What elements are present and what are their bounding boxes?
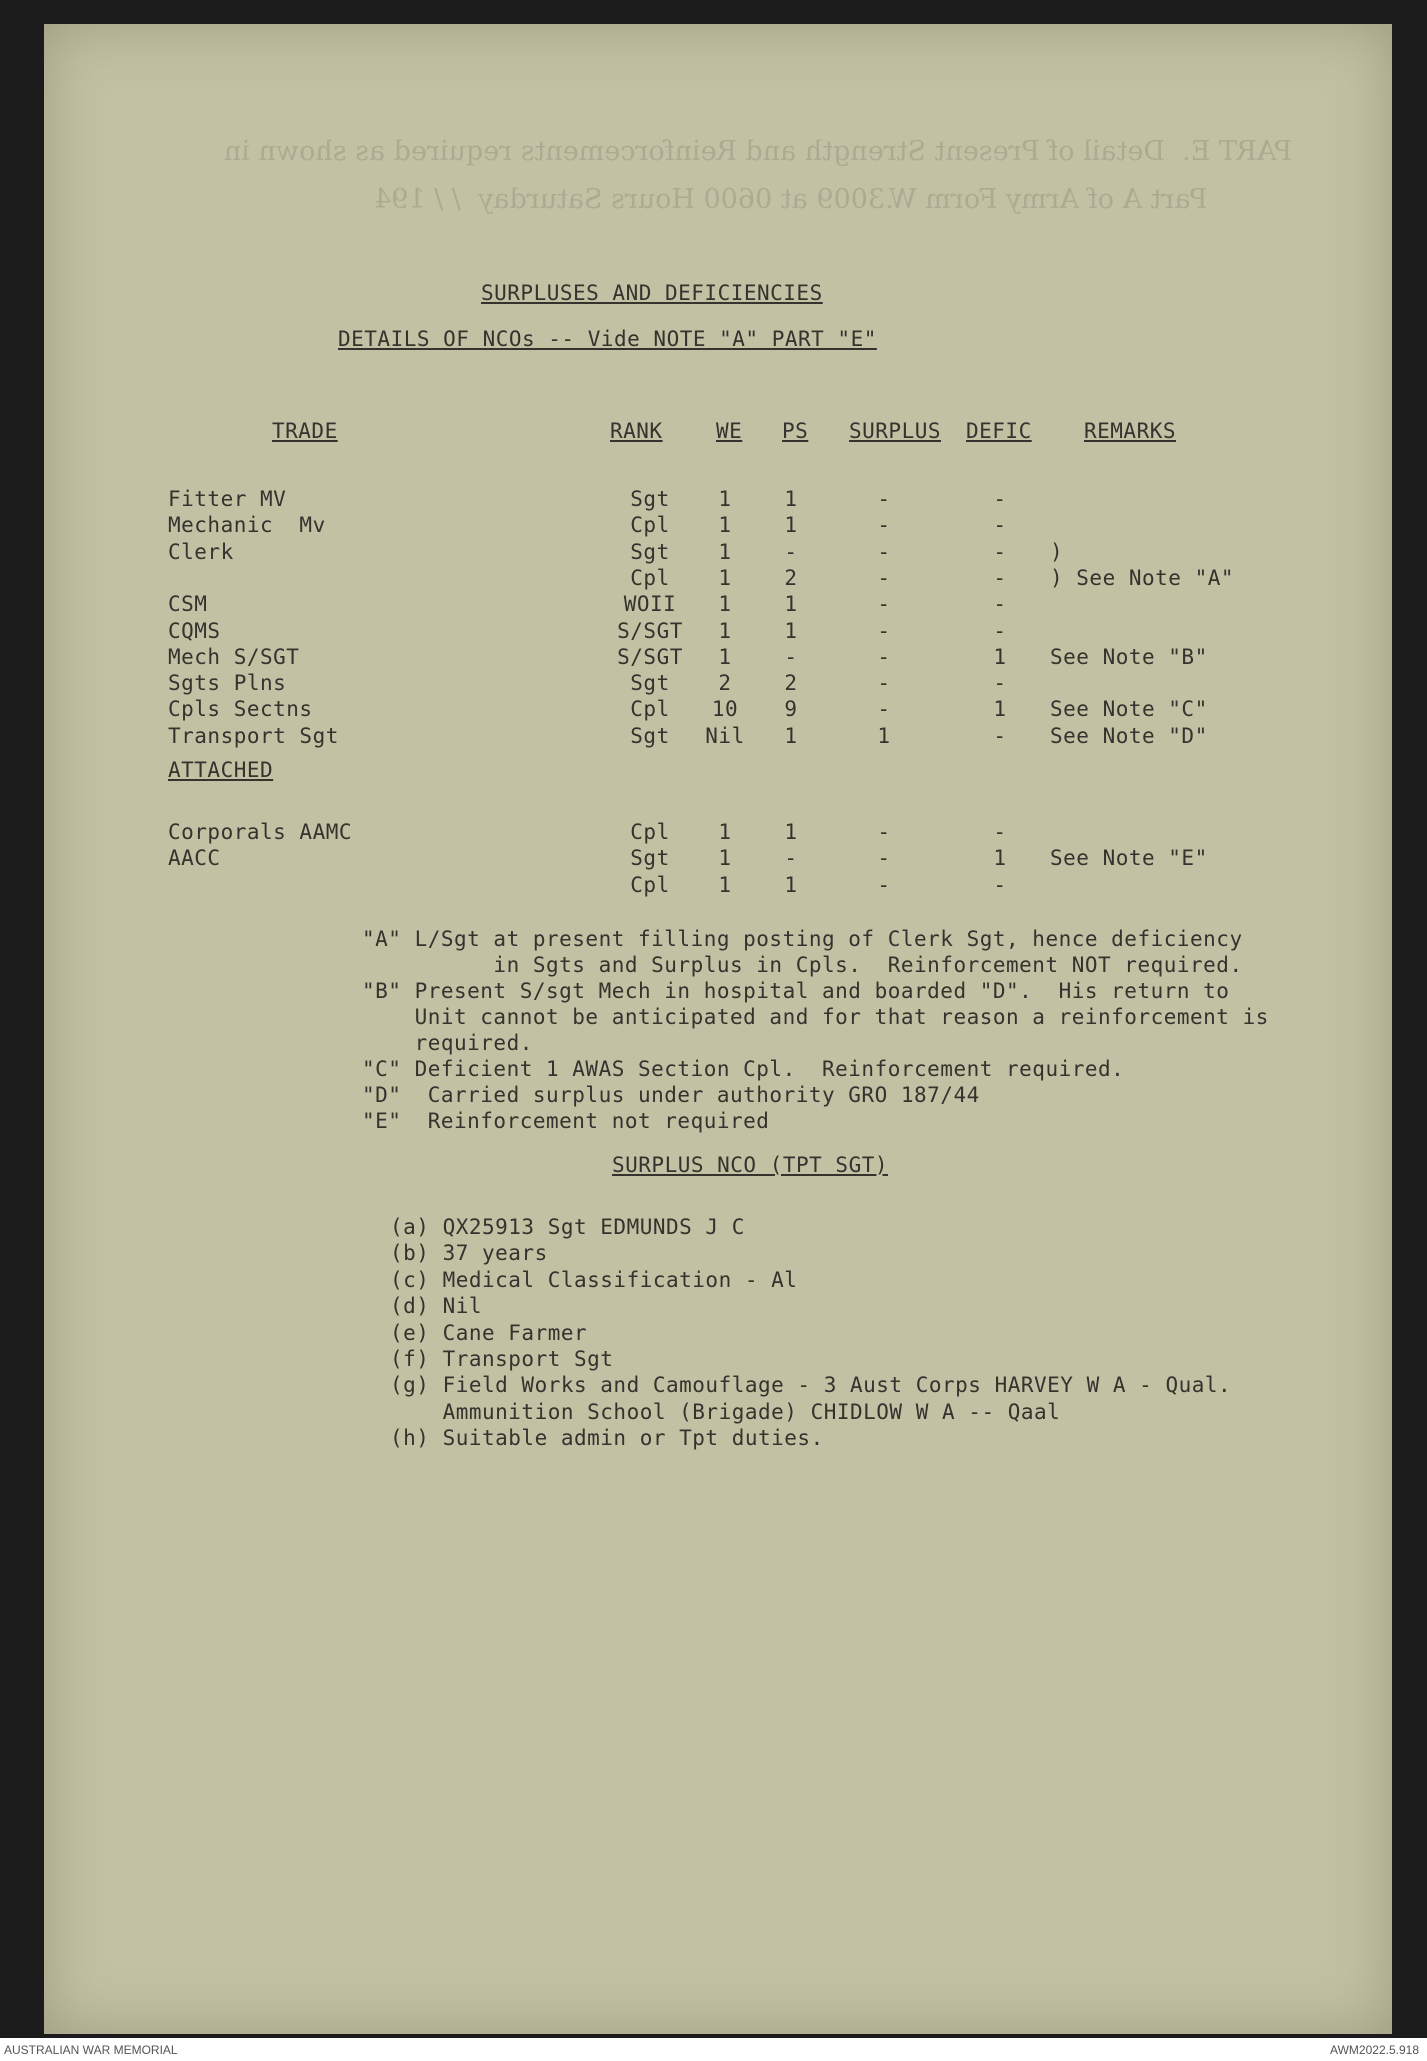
- ncos-cell-we: 1: [718, 513, 732, 538]
- ncos-cell-defic: -: [993, 723, 1007, 748]
- ncos-cell-we: 1: [718, 644, 732, 669]
- attached-cell-ps: -: [784, 846, 798, 871]
- ncos-cell-trade: CSM: [168, 592, 208, 617]
- ncos-cell-ps: 1: [784, 723, 798, 748]
- document-subheading: DETAILS OF NCOs -- Vide NOTE "A" PART "E": [338, 327, 877, 351]
- ncos-cell-defic: -: [993, 671, 1007, 696]
- ncos-cell-ps: -: [784, 539, 798, 564]
- note-line: "A" L/Sgt at present filling posting of Clerk Sgt, hence deficiency: [362, 927, 1243, 951]
- ncos-cell-we: 1: [718, 565, 732, 590]
- ncos-cell-rank: Sgt: [630, 487, 670, 511]
- surplus-item: (d) Nil: [390, 1294, 483, 1319]
- footer-bar: [0, 2038, 1427, 2061]
- ncos-cell-we: 1: [718, 618, 732, 643]
- ncos-cell-defic: -: [993, 513, 1007, 538]
- note-line: Unit cannot be anticipated and for that reason a reinforcement is: [362, 1005, 1269, 1029]
- col-header-surplus: SURPLUS: [849, 419, 942, 443]
- ncos-cell-remarks: See Note "C": [1050, 697, 1208, 722]
- col-header-ps: PS: [782, 419, 809, 443]
- ncos-cell-trade: Transport Sgt: [168, 723, 339, 748]
- ncos-cell-rank: Cpl: [630, 513, 670, 538]
- footer-left: AUSTRALIAN WAR MEMORIAL: [4, 2043, 178, 2057]
- attached-cell-defic: 1: [993, 846, 1007, 871]
- surplus-item: (c) Medical Classification - Al: [390, 1267, 798, 1292]
- ncos-cell-ps: -: [784, 644, 798, 669]
- attached-cell-trade: Corporals AAMC: [168, 820, 353, 844]
- ncos-cell-ps: 1: [784, 592, 798, 617]
- ncos-cell-ps: 1: [784, 618, 798, 643]
- note-line: "B" Present S/sgt Mech in hospital and boarded "D". His return to: [362, 979, 1230, 1003]
- ncos-cell-ps: 2: [784, 671, 798, 696]
- attached-cell-remarks: See Note "E": [1050, 846, 1208, 871]
- surplus-item: (a) QX25913 Sgt EDMUNDS J C: [390, 1215, 745, 1239]
- ncos-cell-defic: -: [993, 539, 1007, 564]
- surplus-heading: SURPLUS NCO (TPT SGT): [612, 1153, 889, 1177]
- ncos-cell-ps: 1: [784, 513, 798, 538]
- ncos-cell-remarks: ): [1050, 539, 1064, 564]
- ncos-cell-remarks: See Note "B": [1050, 644, 1208, 669]
- ncos-cell-defic: -: [993, 618, 1007, 643]
- ncos-cell-rank: Sgt: [630, 671, 670, 696]
- show-through-line-2: Part A of Army Form W.3009 at 0600 Hours Saturday / / 194: [374, 184, 1208, 215]
- note-line: "E" Reinforcement not required: [362, 1109, 770, 1133]
- note-line: in Sgts and Surplus in Cpls. Reinforcement NOT required.: [362, 953, 1243, 977]
- col-header-remarks: REMARKS: [1084, 419, 1177, 443]
- ncos-cell-rank: Sgt: [630, 539, 670, 564]
- ncos-cell-defic: -: [993, 487, 1007, 511]
- ncos-cell-rank: WOII: [623, 592, 677, 617]
- attached-cell-defic: -: [993, 872, 1007, 897]
- col-header-defic: DEFIC: [966, 419, 1032, 443]
- ncos-cell-we: 2: [718, 671, 732, 696]
- footer-right: AWM2022.5.918: [1330, 2043, 1419, 2057]
- attached-cell-ps: 1: [784, 872, 798, 897]
- attached-cell-defic: -: [993, 820, 1007, 844]
- ncos-cell-surplus: -: [877, 539, 891, 564]
- ncos-cell-surplus: -: [877, 565, 891, 590]
- ncos-cell-we: 1: [718, 539, 732, 564]
- ncos-cell-defic: 1: [993, 644, 1007, 669]
- ncos-cell-trade: Clerk: [168, 539, 234, 564]
- ncos-cell-ps: 1: [784, 487, 798, 511]
- ncos-cell-trade: Sgts Plns: [168, 671, 287, 696]
- ncos-cell-we: 10: [711, 697, 739, 722]
- attached-cell-rank: Cpl: [630, 872, 670, 897]
- note-line: "D" Carried surplus under authority GRO 187/44: [362, 1083, 980, 1107]
- attached-cell-we: 1: [718, 846, 732, 871]
- surplus-item: (e) Cane Farmer: [390, 1320, 588, 1345]
- ncos-cell-remarks: ) See Note "A": [1050, 565, 1235, 590]
- attached-cell-surplus: -: [877, 846, 891, 871]
- ncos-cell-surplus: -: [877, 697, 891, 722]
- ncos-cell-rank: Cpl: [630, 697, 670, 722]
- note-line: required.: [362, 1031, 533, 1055]
- surplus-item: (h) Suitable admin or Tpt duties.: [390, 1426, 824, 1451]
- document-heading: SURPLUSES AND DEFICIENCIES: [481, 281, 823, 305]
- ncos-cell-remarks: See Note "D": [1050, 723, 1208, 748]
- ncos-cell-surplus: -: [877, 644, 891, 669]
- col-header-we: WE: [716, 419, 743, 443]
- ncos-cell-trade: Mech S/SGT: [168, 644, 300, 669]
- ncos-cell-surplus: -: [877, 487, 891, 511]
- document-page: [44, 24, 1392, 2034]
- ncos-cell-defic: 1: [993, 697, 1007, 722]
- ncos-cell-surplus: -: [877, 671, 891, 696]
- show-through-line-1: PART E. Detail of Present Strength and Reinforcements required as shown in: [224, 136, 1293, 167]
- attached-cell-we: 1: [718, 872, 732, 897]
- attached-cell-rank: Cpl: [630, 820, 670, 844]
- ncos-cell-ps: 2: [784, 565, 798, 590]
- col-header-rank: RANK: [610, 419, 663, 443]
- ncos-cell-rank: Sgt: [630, 723, 670, 748]
- attached-cell-ps: 1: [784, 820, 798, 844]
- attached-cell-we: 1: [718, 820, 732, 844]
- ncos-cell-rank: Cpl: [630, 565, 670, 590]
- attached-cell-surplus: -: [877, 820, 891, 844]
- ncos-cell-we: 1: [718, 592, 732, 617]
- surplus-item: (g) Field Works and Camouflage - 3 Aust Corps HARVEY W A - Qual.: [390, 1373, 1232, 1398]
- ncos-cell-defic: -: [993, 592, 1007, 617]
- ncos-cell-surplus: -: [877, 592, 891, 617]
- surplus-item: (f) Transport Sgt: [390, 1347, 614, 1371]
- attached-cell-trade: AACC: [168, 846, 221, 871]
- ncos-cell-trade: Fitter MV: [168, 487, 287, 511]
- attached-label: ATTACHED: [168, 758, 274, 782]
- ncos-cell-defic: -: [993, 565, 1007, 590]
- surplus-item: (b) 37 years: [390, 1241, 548, 1266]
- ncos-cell-rank: S/SGT: [617, 618, 683, 643]
- attached-cell-rank: Sgt: [630, 846, 670, 871]
- ncos-cell-surplus: -: [877, 618, 891, 643]
- ncos-cell-trade: Mechanic Mv: [168, 513, 326, 538]
- ncos-cell-we: Nil: [705, 723, 745, 748]
- ncos-cell-trade: CQMS: [168, 618, 221, 643]
- ncos-cell-ps: 9: [784, 697, 798, 722]
- surplus-item: Ammunition School (Brigade) CHIDLOW W A -- Qaal: [390, 1399, 1061, 1424]
- ncos-cell-surplus: -: [877, 513, 891, 538]
- ncos-cell-rank: S/SGT: [617, 644, 683, 669]
- ncos-cell-surplus: 1: [877, 723, 891, 748]
- note-line: "C" Deficient 1 AWAS Section Cpl. Reinforcement required.: [362, 1057, 1125, 1081]
- attached-cell-surplus: -: [877, 872, 891, 897]
- ncos-cell-we: 1: [718, 487, 732, 511]
- col-header-trade: TRADE: [272, 419, 338, 443]
- ncos-cell-trade: Cpls Sectns: [168, 697, 313, 722]
